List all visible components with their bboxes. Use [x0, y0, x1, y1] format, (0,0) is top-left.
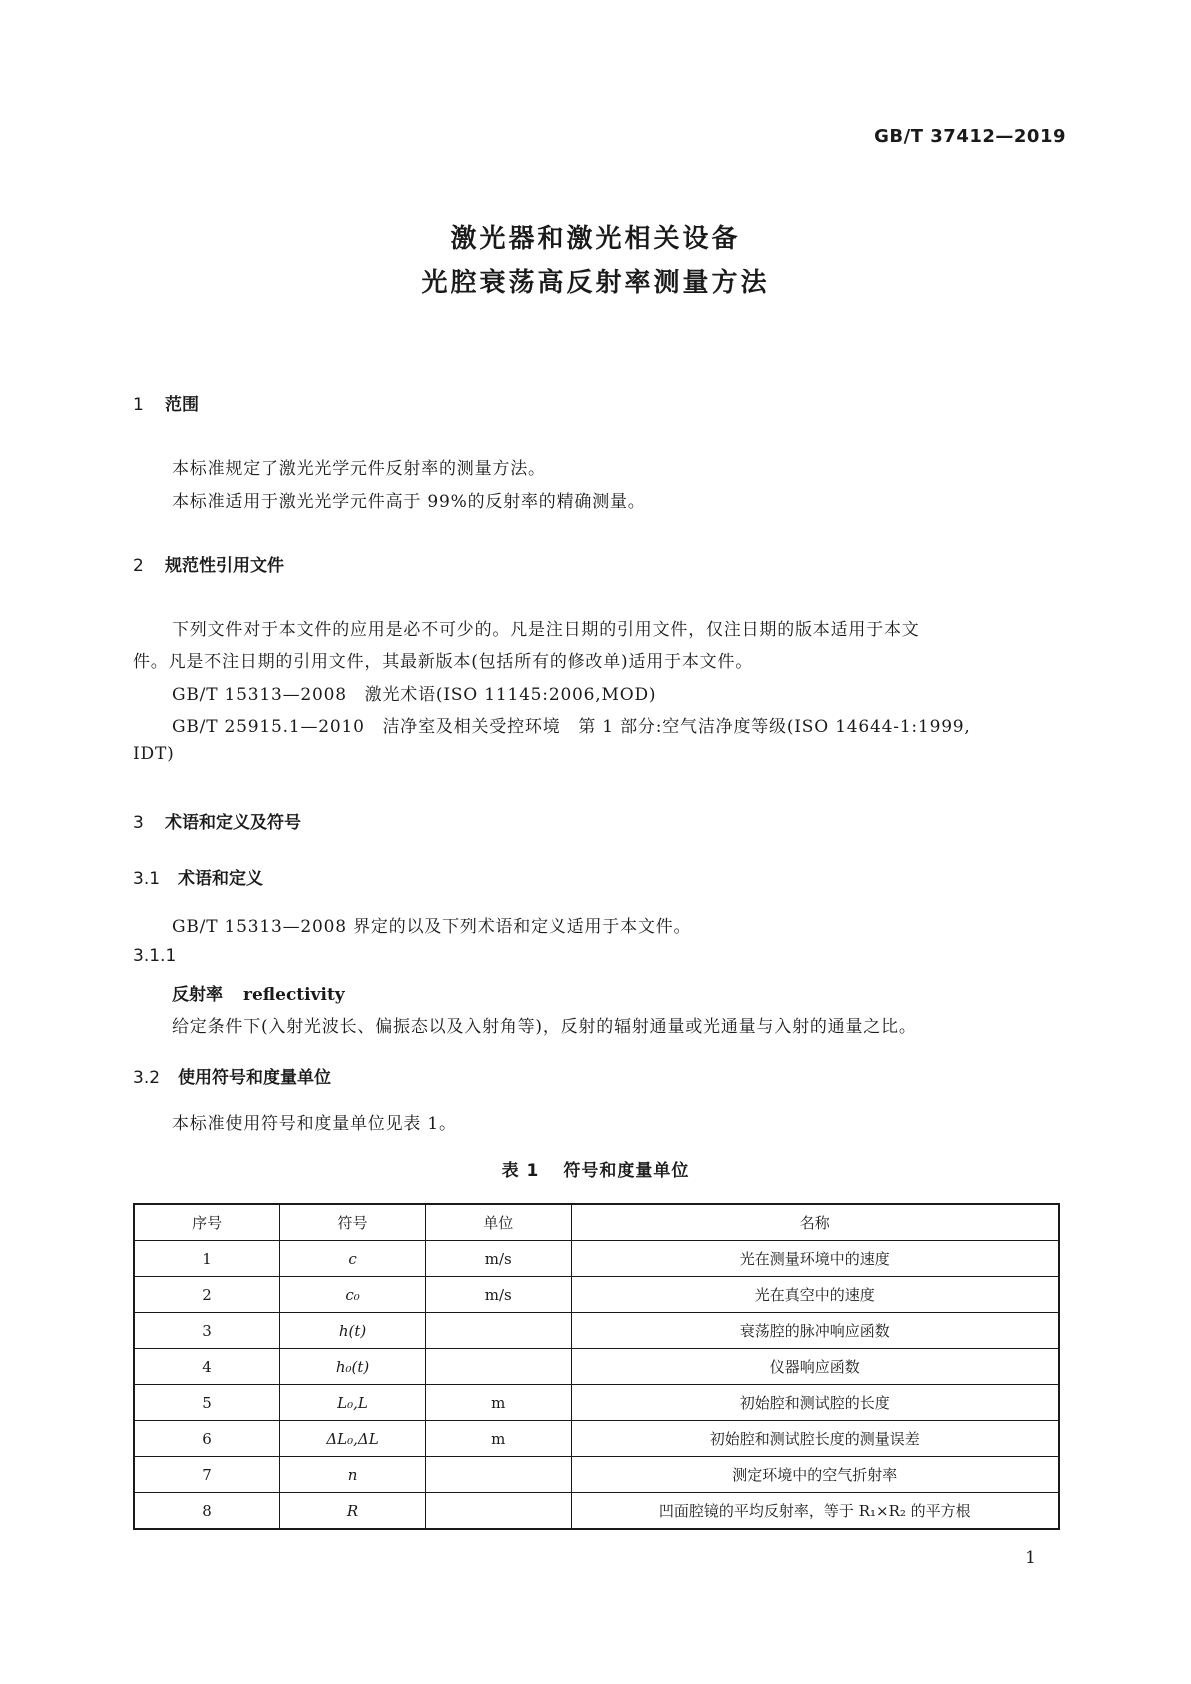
table-caption	[0, 1156, 1191, 1181]
cell-serial: 2	[134, 1277, 280, 1313]
standard-number: GB/T 37412—2019	[874, 126, 1066, 147]
cell-serial: 4	[134, 1349, 280, 1385]
cell-symbol: R	[280, 1493, 426, 1530]
section-2-heading	[133, 551, 284, 576]
table-row	[134, 1277, 1059, 1313]
table-row	[134, 1385, 1059, 1421]
cell-unit: m	[425, 1385, 571, 1421]
cell-name: 凹面腔镜的平均反射率，等于 R₁×R₂ 的平方根	[571, 1493, 1059, 1530]
cell-name: 光在测量环境中的速度	[571, 1241, 1059, 1277]
cell-name: 仪器响应函数	[571, 1349, 1059, 1385]
cell-name: 光在真空中的速度	[571, 1277, 1059, 1313]
header-symbol: 符号	[280, 1204, 426, 1241]
term-number: 3.1.1	[133, 946, 177, 966]
section-1-para-1: 本标准规定了激光光学元件反射率的测量方法。	[172, 459, 546, 479]
section-2-para-line-1: 下列文件对于本文件的应用是必不可少的。凡是注日期的引用文件，仅注日期的版本适用于本文	[172, 620, 920, 640]
cell-unit	[425, 1313, 571, 1349]
table-row	[134, 1493, 1059, 1530]
section-2-para-line-2: 件。凡是不注日期的引用文件，其最新版本(包括所有的修改单)适用于本文件。	[133, 652, 754, 672]
table-row	[134, 1313, 1059, 1349]
cell-symbol: L₀,L	[280, 1385, 426, 1421]
cell-unit: m	[425, 1421, 571, 1457]
table-header-row	[134, 1204, 1059, 1241]
section-2-title: 规范性引用文件	[165, 556, 284, 576]
document-title-line2: 光腔衰荡高反射率测量方法	[421, 268, 770, 298]
section-3-1-para: GB/T 15313—2008 界定的以及下列术语和定义适用于本文件。	[172, 917, 692, 937]
cell-unit	[425, 1349, 571, 1385]
cell-unit	[425, 1457, 571, 1493]
cell-serial: 7	[134, 1457, 280, 1493]
section-3-1-title: 术语和定义	[178, 869, 263, 889]
term-chinese: 反射率	[172, 985, 223, 1005]
table-caption-title: 符号和度量单位	[563, 1161, 690, 1181]
section-1-heading	[133, 390, 199, 415]
section-3-1-heading	[133, 864, 263, 889]
cell-serial: 5	[134, 1385, 280, 1421]
section-3-heading	[133, 808, 301, 833]
cell-unit: m/s	[425, 1241, 571, 1277]
section-3-number: 3	[133, 813, 144, 833]
table-row	[134, 1421, 1059, 1457]
section-3-2-title: 使用符号和度量单位	[178, 1068, 331, 1088]
document-title-line1: 激光器和激光相关设备	[450, 224, 741, 254]
term-entry	[172, 980, 345, 1005]
page-number: 1	[1025, 1548, 1036, 1568]
normative-ref-1: GB/T 15313—2008 激光术语(ISO 11145:2006,MOD)	[172, 685, 657, 705]
table-row	[134, 1349, 1059, 1385]
header-serial: 序号	[134, 1204, 280, 1241]
cell-symbol: c₀	[280, 1277, 426, 1313]
section-1-para-2: 本标准适用于激光光学元件高于 99%的反射率的精确测量。	[172, 492, 646, 512]
cell-symbol: h₀(t)	[280, 1349, 426, 1385]
cell-serial: 6	[134, 1421, 280, 1457]
cell-unit: m/s	[425, 1277, 571, 1313]
symbols-units-table	[133, 1203, 1060, 1530]
cell-name: 初始腔和测试腔的长度	[571, 1385, 1059, 1421]
section-1-title: 范围	[165, 395, 199, 415]
section-3-1-number: 3.1	[133, 869, 161, 889]
header-name: 名称	[571, 1204, 1059, 1241]
cell-serial: 8	[134, 1493, 280, 1530]
cell-unit	[425, 1493, 571, 1530]
cell-name: 测定环境中的空气折射率	[571, 1457, 1059, 1493]
section-3-2-para: 本标准使用符号和度量单位见表 1。	[172, 1114, 457, 1134]
header-unit: 单位	[425, 1204, 571, 1241]
cell-symbol: c	[280, 1241, 426, 1277]
section-3-title: 术语和定义及符号	[165, 813, 301, 833]
term-definition: 给定条件下(入射光波长、偏振态以及入射角等)，反射的辐射通量或光通量与入射的通量之比。	[172, 1017, 917, 1037]
normative-ref-2-line-1: GB/T 25915.1—2010 洁净室及相关受控环境 第 1 部分:空气洁净度等级(ISO 14644-1:1999,	[172, 717, 971, 737]
cell-symbol: n	[280, 1457, 426, 1493]
table-caption-label: 表 1	[501, 1161, 540, 1181]
cell-name: 初始腔和测试腔长度的测量误差	[571, 1421, 1059, 1457]
table-row	[134, 1457, 1059, 1493]
cell-serial: 1	[134, 1241, 280, 1277]
cell-symbol: h(t)	[280, 1313, 426, 1349]
section-3-2-heading	[133, 1063, 331, 1088]
normative-ref-2-line-2: IDT)	[133, 744, 175, 764]
cell-name: 衰荡腔的脉冲响应函数	[571, 1313, 1059, 1349]
cell-symbol: ΔL₀,ΔL	[280, 1421, 426, 1457]
table-row	[134, 1241, 1059, 1277]
term-english: reflectivity	[243, 985, 345, 1005]
section-2-number: 2	[133, 556, 144, 576]
cell-serial: 3	[134, 1313, 280, 1349]
section-1-number: 1	[133, 395, 144, 415]
section-3-2-number: 3.2	[133, 1068, 161, 1088]
